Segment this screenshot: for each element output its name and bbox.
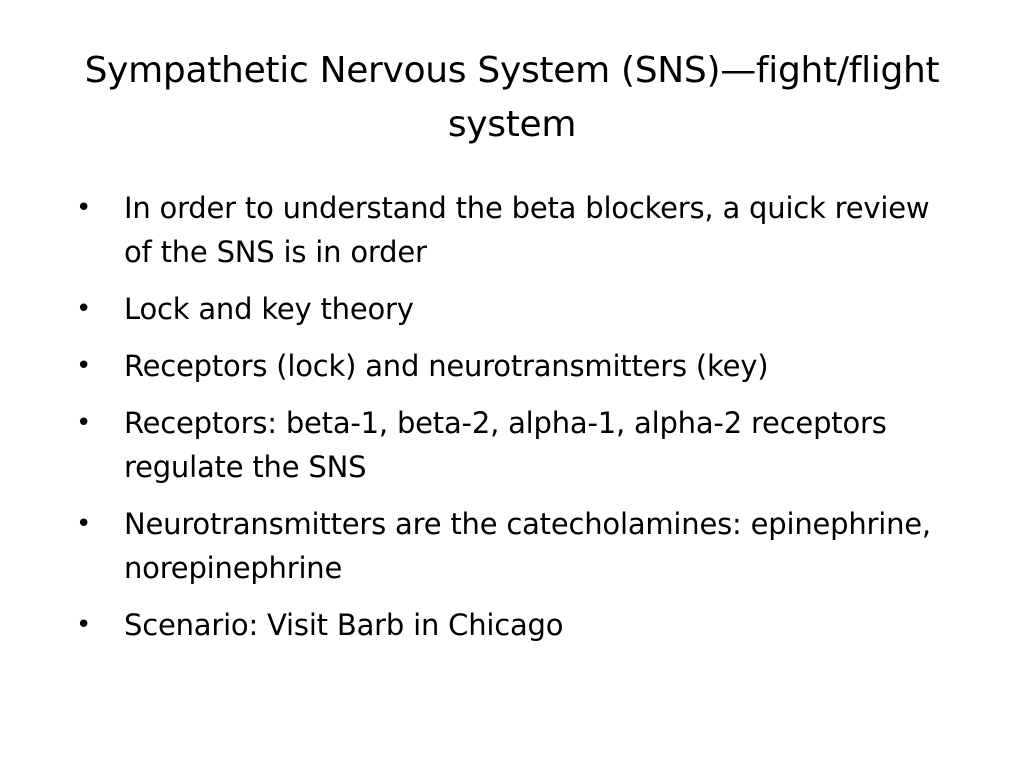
bullet-icon: • (76, 294, 92, 324)
bullet-list (74, 186, 954, 660)
bullet-item (74, 401, 954, 489)
bullet-item (74, 287, 954, 331)
bullet-text: Lock and key theory (124, 292, 414, 326)
slide-title: Sympathetic Nervous System (SNS)—fight/flight system (84, 50, 940, 145)
bullet-icon: • (76, 610, 92, 640)
bullet-text: Scenario: Visit Barb in Chicago (124, 608, 564, 642)
bullet-item (74, 186, 954, 274)
bullet-text: Receptors (lock) and neurotransmitters (key) (124, 349, 769, 383)
bullet-icon: • (76, 351, 92, 381)
bullet-icon: • (76, 193, 92, 223)
bullet-item (74, 502, 954, 590)
bullet-text: Receptors: beta-1, beta-2, alpha-1, alpha-2 receptors regulate the SNS (124, 406, 887, 484)
bullet-text: Neurotransmitters are the catecholamines: epinephrine, norepinephrine (124, 507, 931, 585)
bullet-icon: • (76, 408, 92, 438)
bullet-text: In order to understand the beta blockers, a quick review of the SNS is in order (124, 191, 930, 269)
bullet-icon: • (76, 509, 92, 539)
bullet-item (74, 603, 954, 647)
bullet-item (74, 344, 954, 388)
